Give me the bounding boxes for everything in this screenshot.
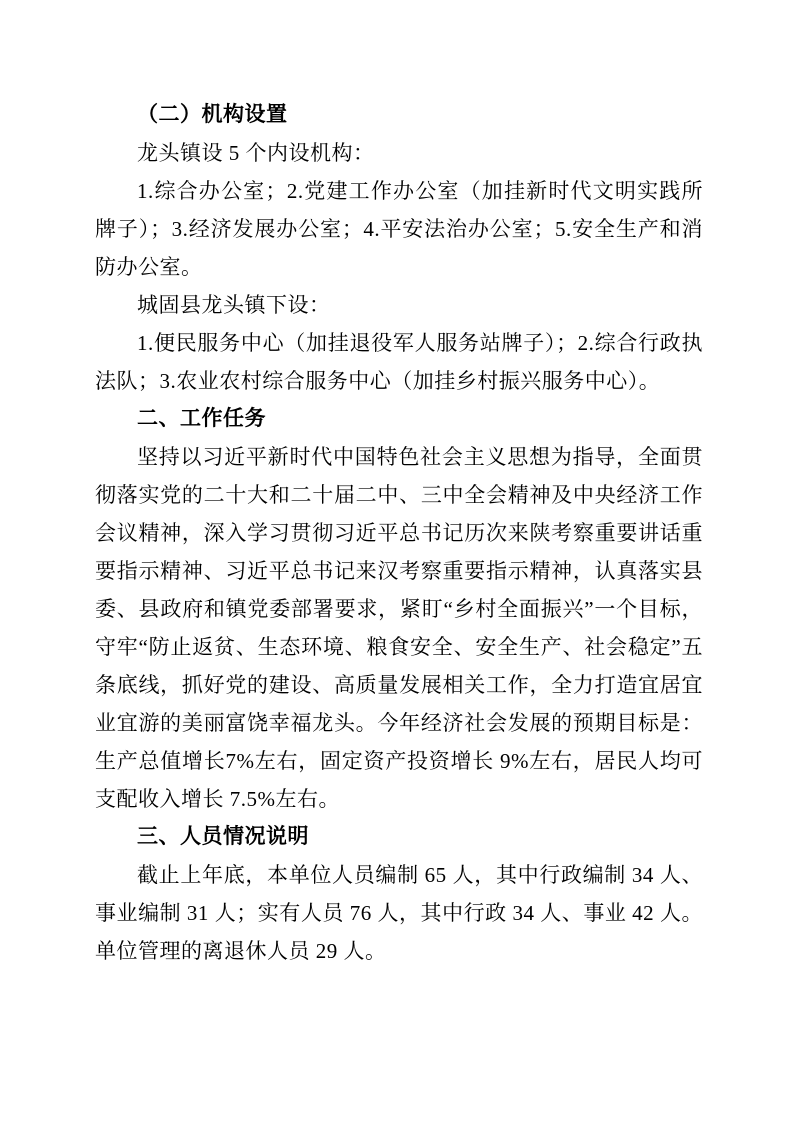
- paragraph-work-tasks: 坚持以习近平新时代中国特色社会主义思想为指导，全面贯彻落实党的二十大和二十届二中、三中全会精神及中央经济工作会议精神，深入学习贯彻习近平总书记历次来陕考察重要讲话重要指示精神、习近平总书记来汉考察重要指示精神，认真落实县委、县政府和镇党委部署要求，紧盯“乡村全面振兴”一个目标，守牢“防止返贫、生态环境、粮食安全、安全生产、社会稳定”五条底线，抓好党的建设、高质量发展相关工作，全力打造宜居宜业宜游的美丽富饶幸福龙头。今年经济社会发展的预期目标是：生产总值增长7%左右，固定资产投资增长 9%左右，居民人均可支配收入增长 7.5%左右。: [95, 445, 703, 811]
- heading-organization-setup: （二）机构设置: [137, 103, 288, 126]
- heading-work-tasks: 二、工作任务: [137, 407, 266, 430]
- paragraph-personnel: 截止上年底，本单位人员编制 65 人，其中行政编制 34 人、事业编制 31 人；实有人员 76 人，其中行政 34 人、事业 42 人。单位管理的离退休人员 29 人。: [95, 863, 703, 963]
- paragraph-subordinate-list: 1.便民服务中心（加挂退役军人服务站牌子）；2.综合行政执法队；3.农业农村综合服务中心（加挂乡村振兴服务中心）。: [95, 331, 703, 393]
- heading-personnel: 三、人员情况说明: [137, 825, 309, 848]
- paragraph-internal-org-intro: 龙头镇设 5 个内设机构：: [137, 141, 375, 165]
- paragraph-subordinate-intro: 城固县龙头镇下设：: [137, 293, 331, 317]
- document-body: [95, 96, 703, 970]
- paragraph-internal-org-list: 1.综合办公室；2.党建工作办公室（加挂新时代文明实践所牌子）；3.经济发展办公室；4.平安法治办公室；5.安全生产和消防办公室。: [95, 179, 703, 279]
